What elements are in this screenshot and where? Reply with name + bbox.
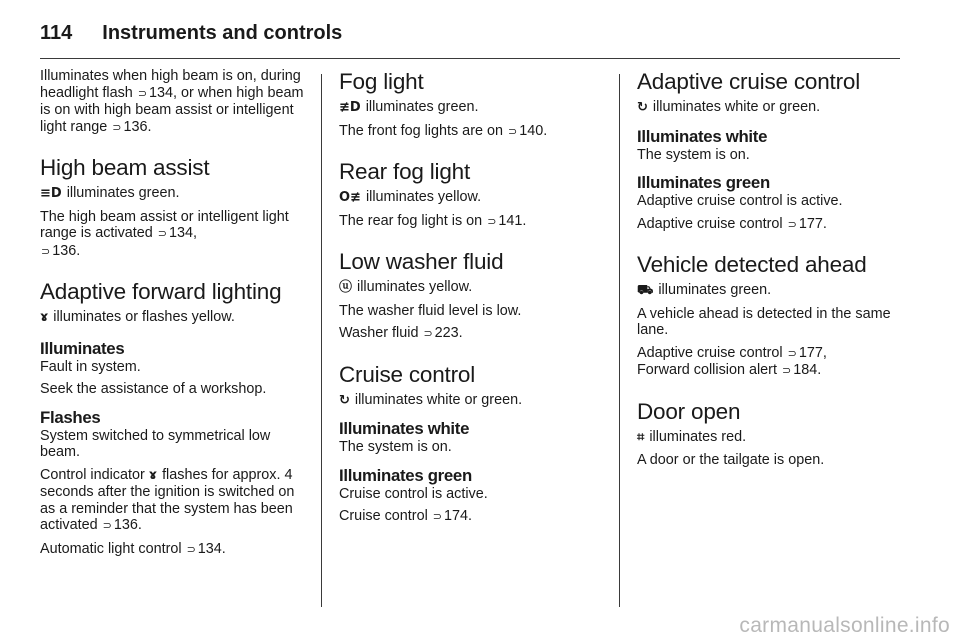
column-2 <box>339 68 607 534</box>
page-ref-link[interactable]: 134, <box>169 225 198 241</box>
subheading-illuminates: Illuminates <box>40 338 125 358</box>
subheading-illuminates-green: Illuminates green <box>339 465 472 485</box>
body-text: Automatic light control ⊃ 134. <box>40 540 226 557</box>
page-ref-arrow-icon: ⊃ <box>508 124 518 138</box>
body-text: Cruise control ⊃ 174. <box>339 508 473 524</box>
section-title-cruise-control: Cruise control <box>339 361 476 387</box>
section-title-fog-light: Fog light <box>339 69 424 94</box>
column-divider-2 <box>619 74 620 607</box>
indicator-line: ⓤ illuminates yellow. <box>339 279 473 295</box>
page-ref-arrow-icon: ⊃ <box>781 364 792 377</box>
body-text: The rear fog light is on ⊃ 141. <box>339 212 527 229</box>
watermark: carmanualsonline.info <box>739 614 950 637</box>
fog-light-icon: ≢D <box>339 100 361 115</box>
page-ref-arrow-icon: ⊃ <box>787 217 797 231</box>
header-divider <box>40 58 900 59</box>
page-ref-link[interactable]: 141. <box>498 212 527 229</box>
adaptive-cruise-control-icon: ↻ <box>637 100 648 115</box>
subheading-flashes: Flashes <box>40 407 101 427</box>
section-title-rear-fog-light: Rear fog light <box>339 159 471 184</box>
page-ref-link[interactable]: 223. <box>434 325 463 341</box>
indicator-line: ⌗ illuminates red. <box>637 428 747 445</box>
page-ref-link[interactable]: 177, <box>798 344 827 361</box>
body-text: The high beam assist or intelligent light range is activated ⊃ 134, ⊃ 136. <box>40 208 289 259</box>
section-title-adaptive-cruise-control: Adaptive cruise control <box>637 69 861 94</box>
page-ref-link[interactable]: 136. <box>113 517 142 533</box>
page-ref-link[interactable]: 134 <box>149 84 174 101</box>
indicator-line: O≢ illuminates yellow. <box>339 189 482 205</box>
section-title-adaptive-forward-lighting: Adaptive forward lighting <box>40 279 282 304</box>
page-ref-arrow-icon: ⊃ <box>432 510 442 523</box>
adaptive-forward-lighting-icon: ɤ <box>148 467 158 483</box>
page-number: 114 <box>40 22 73 44</box>
body-text: Seek the assistance of a workshop. <box>40 381 267 397</box>
page-ref-link[interactable]: 134. <box>197 540 226 557</box>
indicator-line: ↻ illuminates white or green. <box>339 391 523 408</box>
body-text: Fault in system. <box>40 358 141 375</box>
column-1 <box>40 68 308 566</box>
high-beam-assist-icon: ≡D <box>40 186 62 201</box>
page-ref-link[interactable]: 140. <box>519 122 548 139</box>
page-ref-link[interactable]: 184. <box>793 362 822 378</box>
section-title-vehicle-detected-ahead: Vehicle detected ahead <box>637 252 867 277</box>
high-beam-paragraph: Illuminates when high beam is on, during headlight flash ⊃ 134, or when high beam is on with high beam assist or intelligent light range ⊃ 136. <box>40 68 304 135</box>
page-ref-link[interactable]: 136 <box>123 118 148 135</box>
page-title: Instruments and controls <box>102 22 343 44</box>
adaptive-forward-lighting-icon: ɤ <box>40 310 49 325</box>
body-text: Adaptive cruise control ⊃ 177, Forward collision alert ⊃ 184. <box>637 344 827 378</box>
body-text: The washer fluid level is low. <box>339 302 522 319</box>
cruise-control-icon: ↻ <box>339 392 350 408</box>
page-ref-arrow-icon: ⊃ <box>787 346 797 360</box>
page-header <box>40 20 342 46</box>
page-ref-link[interactable]: 174. <box>444 508 473 524</box>
body-text: The system is on. <box>339 439 452 455</box>
page-ref-arrow-icon: ⊃ <box>487 214 497 228</box>
subheading-illuminates-white: Illuminates white <box>339 419 470 438</box>
body-text: A vehicle ahead is detected in the same lane. <box>637 305 891 338</box>
indicator-line: ≢D illuminates green. <box>339 99 479 115</box>
body-text: The system is on. <box>637 146 750 163</box>
page-ref-arrow-icon: ⊃ <box>157 227 168 240</box>
section-title-door-open: Door open <box>637 398 741 424</box>
page-ref-arrow-icon: ⊃ <box>137 86 148 100</box>
page-ref-arrow-icon: ⊃ <box>102 519 112 532</box>
body-text: Cruise control is active. <box>339 485 488 502</box>
section-title-low-washer-fluid: Low washer fluid <box>339 249 504 274</box>
vehicle-ahead-icon: ⛟ <box>637 283 654 298</box>
body-text: The front fog lights are on ⊃ 140. <box>339 122 548 139</box>
page-ref-arrow-icon: ⊃ <box>112 120 122 134</box>
page-ref-link[interactable]: 177. <box>798 215 827 232</box>
body-text: System switched to symmetrical low beam. <box>40 427 271 460</box>
body-text: Adaptive cruise control is active. <box>637 193 843 209</box>
rear-fog-light-icon: O≢ <box>339 190 361 205</box>
body-text: Adaptive cruise control ⊃ 177. <box>637 215 827 232</box>
column-divider-1 <box>321 74 322 607</box>
subheading-illuminates-green: Illuminates green <box>637 173 770 192</box>
indicator-line: ≡D illuminates green. <box>40 185 180 201</box>
body-text: Washer fluid ⊃ 223. <box>339 325 463 341</box>
door-open-icon: ⌗ <box>637 429 645 445</box>
page-ref-arrow-icon: ⊃ <box>41 244 51 258</box>
body-text: A door or the tailgate is open. <box>637 452 825 468</box>
body-text: Control indicator ɤ flashes for approx. 4 seconds after the ignition is switched on as a reminder that the system has been activated ⊃ 136. <box>40 466 295 533</box>
section-title-high-beam-assist: High beam assist <box>40 155 210 180</box>
page-ref-link[interactable]: 136. <box>52 242 81 259</box>
indicator-line: ↻ illuminates white or green. <box>637 99 821 115</box>
indicator-line: ɤ illuminates or flashes yellow. <box>40 309 235 325</box>
page-ref-arrow-icon: ⊃ <box>423 327 433 340</box>
column-3 <box>637 68 907 477</box>
washer-fluid-icon: ⓤ <box>339 280 353 295</box>
page-ref-arrow-icon: ⊃ <box>186 542 196 556</box>
indicator-line: ⛟ illuminates green. <box>637 282 772 298</box>
subheading-illuminates-white: Illuminates white <box>637 126 768 146</box>
